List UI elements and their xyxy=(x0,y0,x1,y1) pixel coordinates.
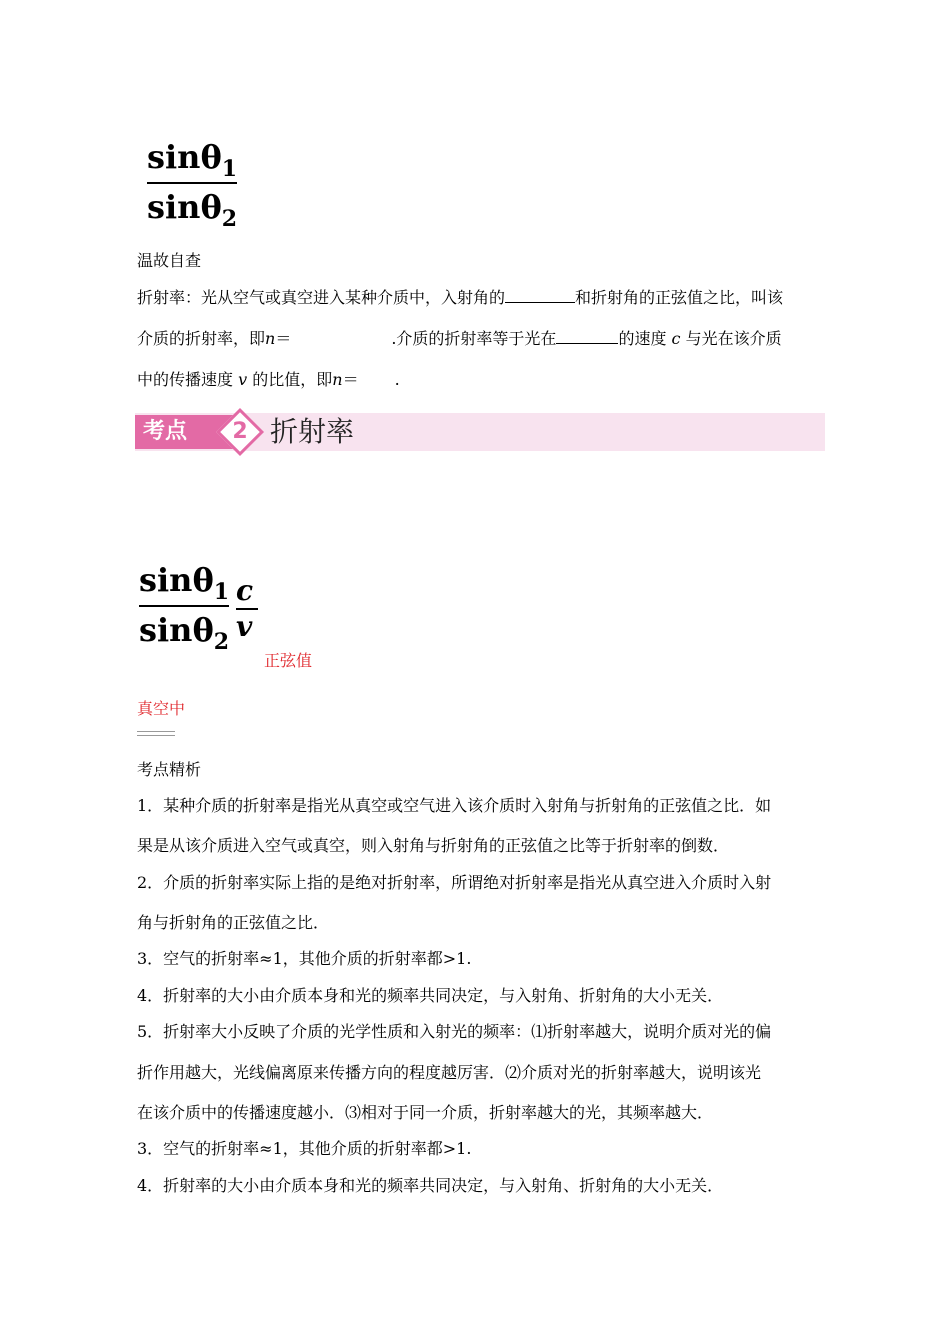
analysis-line: 4．折射率的大小由介质本身和光的频率共同决定，与入射角、折射角的大小无关． xyxy=(137,1176,724,1195)
formula-numerator: sinθ xyxy=(147,138,222,176)
analysis-line: 3．空气的折射率≈1，其他介质的折射率都>1. xyxy=(137,949,472,968)
equals-sign: ＝ xyxy=(275,329,292,348)
answer-sine-value: 正弦值 xyxy=(264,651,313,670)
var-v: v xyxy=(238,370,248,389)
var-n: n xyxy=(332,370,343,389)
fill-blank xyxy=(556,329,618,344)
fraction-bar xyxy=(139,605,229,607)
analysis-line: 角与折射角的正弦值之比． xyxy=(137,913,330,932)
fill-blank xyxy=(505,288,575,303)
period: . xyxy=(394,370,400,389)
review-line-3 xyxy=(137,370,400,390)
var-n: n xyxy=(265,329,276,348)
analysis-line: 4．折射率的大小由介质本身和光的频率共同决定，与入射角、折射角的大小无关． xyxy=(137,986,724,1005)
equals-sign: ＝ xyxy=(342,370,359,389)
review-text: .介质的折射率等于光在 xyxy=(391,329,557,348)
analysis-heading: 考点精析 xyxy=(137,760,202,779)
review-heading: 温故自查 xyxy=(137,251,202,270)
formula-numerator-sub: 1 xyxy=(221,156,238,182)
banner-tag: 考点 xyxy=(135,415,235,449)
analysis-line: 2．介质的折射率实际上指的是绝对折射率，所谓绝对折射率是指光从真空进入介质时入射 xyxy=(137,873,772,892)
formula-sin-ratio xyxy=(147,138,238,232)
answer-formula-sin-ratio xyxy=(139,561,230,655)
review-text: 中的传播速度 xyxy=(137,370,234,389)
formula-denominator: sinθ xyxy=(147,188,222,226)
answer-denominator: sinθ xyxy=(139,611,214,649)
review-text: 和折射角的正弦值之比，叫该 xyxy=(575,288,784,307)
banner-number: 2 xyxy=(232,419,248,444)
review-line-1 xyxy=(137,288,783,308)
double-rule-divider xyxy=(137,731,175,736)
review-text: 折射率：光从空气或真空进入某种介质中，入射角的 xyxy=(137,288,506,307)
analysis-line: 1．某种介质的折射率是指光从真空或空气进入该介质时入射角与折射角的正弦值之比．如 xyxy=(137,796,772,815)
var-c: c xyxy=(671,329,681,348)
answer-numerator: sinθ xyxy=(139,561,214,599)
analysis-line: 3．空气的折射率≈1，其他介质的折射率都>1. xyxy=(137,1139,472,1158)
answer-denominator-sub: 2 xyxy=(213,629,230,655)
analysis-line: 5．折射率大小反映了介质的光学性质和入射光的频率：⑴折射率越大，说明介质对光的偏 xyxy=(137,1022,772,1041)
section-banner xyxy=(135,413,825,451)
banner-title: 折射率 xyxy=(270,415,355,448)
answer-numerator-sub: 1 xyxy=(213,579,230,605)
analysis-line: 在该介质中的传播速度越小．⑶相对于同一介质，折射率越大的光，其频率越大． xyxy=(137,1103,714,1122)
review-text: 的比值，即 xyxy=(252,370,333,389)
review-text: 的速度 xyxy=(618,329,667,348)
answer-c: c xyxy=(236,574,254,607)
answer-v: v xyxy=(236,610,253,643)
analysis-line: 果是从该介质进入空气或真空，则入射角与折射角的正弦值之比等于折射率的倒数． xyxy=(137,836,730,855)
fraction-bar xyxy=(147,182,237,184)
answer-vacuum: 真空中 xyxy=(137,699,186,718)
review-line-2 xyxy=(137,329,782,349)
formula-denominator-sub: 2 xyxy=(221,206,238,232)
answer-c-over-v xyxy=(236,576,258,642)
analysis-line: 折作用越大，光线偏离原来传播方向的程度越厉害．⑵介质对光的折射率越大，说明该光 xyxy=(137,1063,762,1082)
review-text: 介质的折射率，即 xyxy=(137,329,266,348)
review-text: 与光在该介质 xyxy=(685,329,782,348)
